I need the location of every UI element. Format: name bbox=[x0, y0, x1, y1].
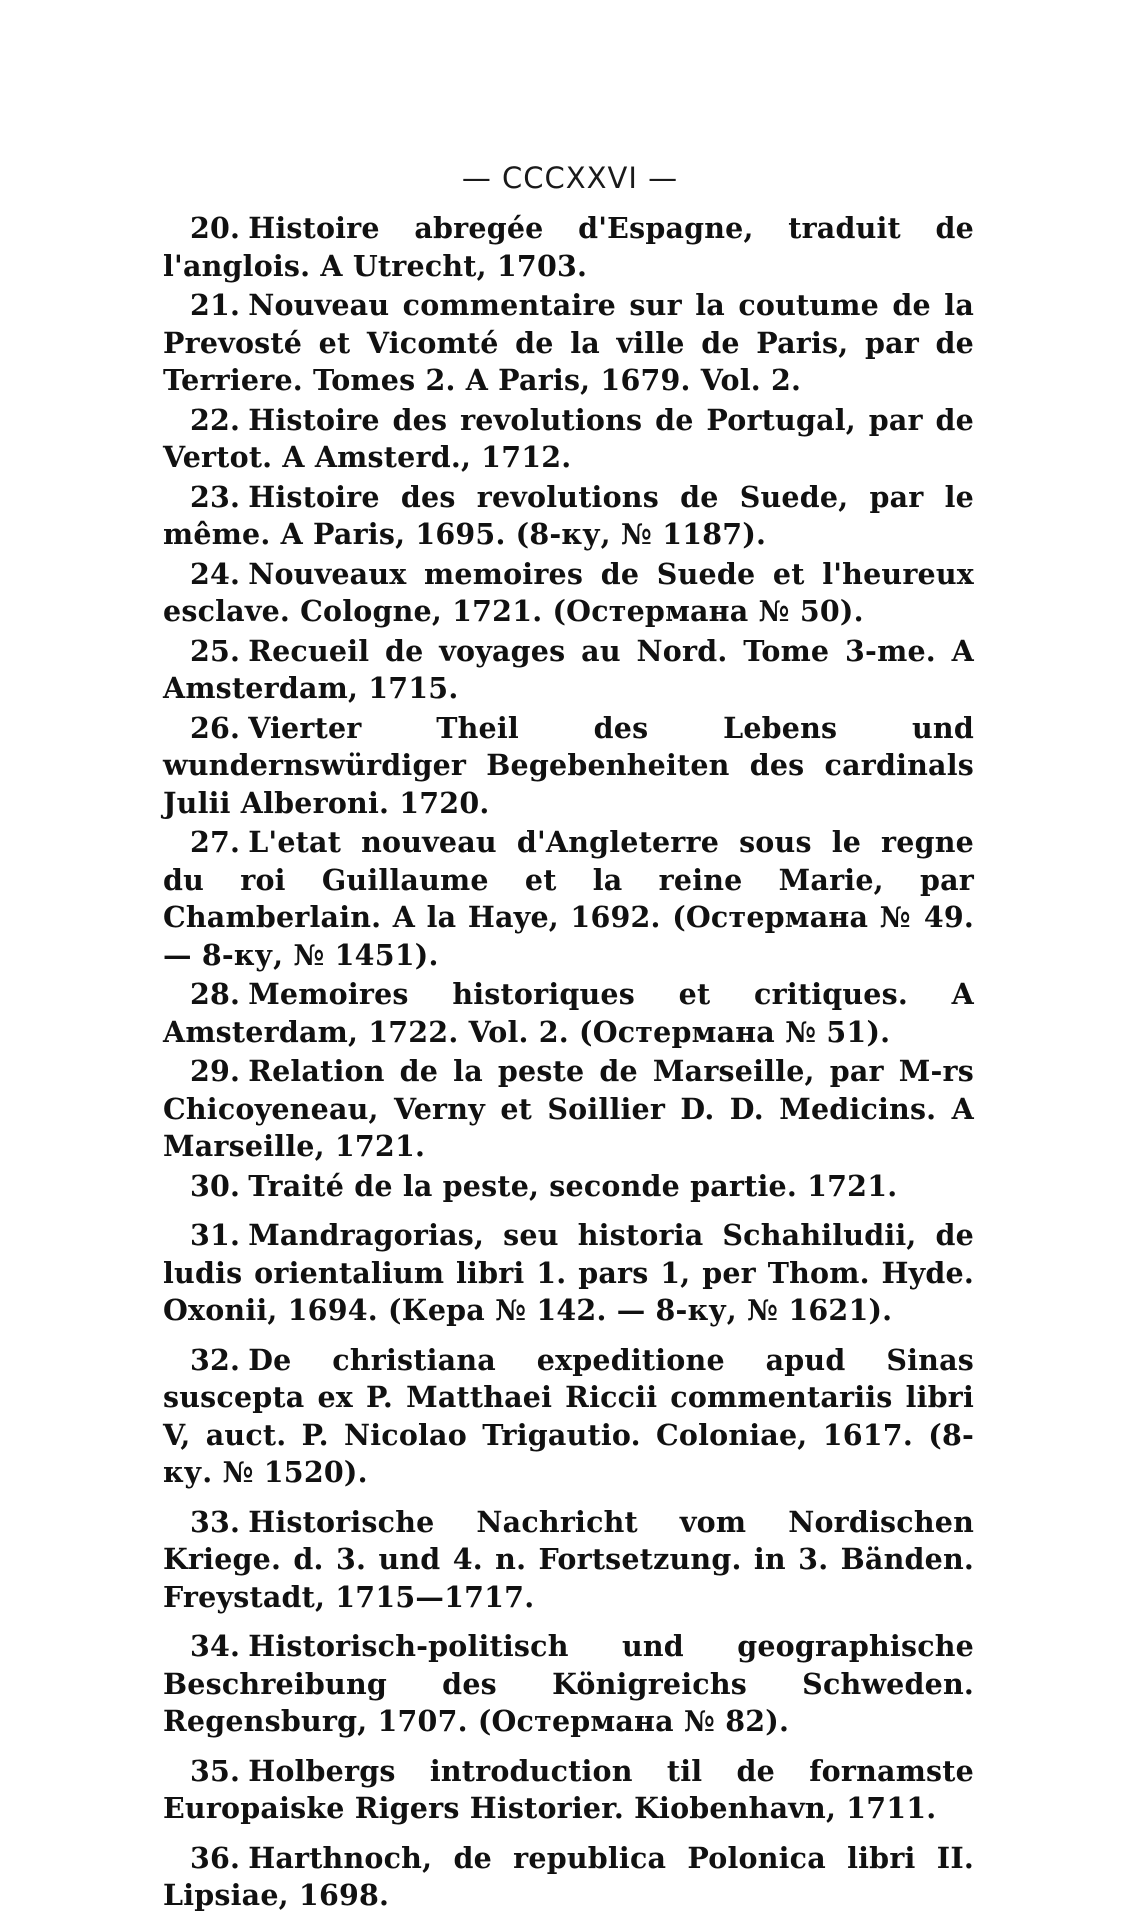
entry-number: 34. bbox=[190, 1629, 241, 1663]
entry-text: Histoire abregée d'Espagne, traduit de l'anglois. A Utrecht, 1703. bbox=[163, 211, 974, 283]
entry-number: 27. bbox=[190, 825, 241, 859]
bibliography-entry bbox=[163, 556, 974, 631]
bibliography-entry bbox=[163, 1053, 974, 1166]
entry-number: 33. bbox=[190, 1504, 241, 1539]
entry-text: Nouveaux memoires de Suede et l'heureux esclave. Cologne, 1721. (Остермана № 50). bbox=[163, 556, 974, 628]
entry-text: Vierter Theil des Lebens und wundernswürdiger Begebenheiten des cardinals Julii Alberoni. 1720. bbox=[163, 710, 974, 820]
page-header: — CCCXXVI — bbox=[461, 161, 679, 195]
entry-text: Memoires historiques et critiques. A Amsterdam, 1722. Vol. 2. (Остермана № 51). bbox=[163, 977, 974, 1049]
bibliography-entry bbox=[163, 1628, 974, 1741]
entry-number: 25. bbox=[190, 633, 241, 668]
bibliography-entry bbox=[163, 710, 974, 823]
entry-text: L'etat nouveau d'Angleterre sous le regne du roi Guillaume et la reine Marie, par Chamberlain. A la Haye, 1692. (Остермана № 49. — 8-ку, № 1451). bbox=[163, 825, 974, 972]
bibliography-entry bbox=[163, 1504, 974, 1617]
bibliography-entry bbox=[163, 1342, 974, 1492]
bibliography-entry bbox=[163, 824, 974, 974]
entry-number: 24. bbox=[190, 556, 241, 591]
bibliography-entry bbox=[163, 287, 974, 400]
entry-text: Harthnoch, de republica Polonica libri II. Lipsiae, 1698. bbox=[163, 1840, 974, 1912]
entry-text: Traité de la peste, seconde partie. 1721. bbox=[248, 1168, 898, 1203]
bibliography-list bbox=[163, 210, 974, 1917]
entry-text: Historisch-politisch und geographische Beschreibung des Königreichs Schweden. Regensburg, 1707. (Остермана № 82). bbox=[163, 1629, 974, 1738]
bibliography-entry bbox=[163, 1168, 974, 1206]
bibliography-entry bbox=[163, 402, 974, 477]
bibliography-entry bbox=[163, 1753, 974, 1828]
bibliography-entry bbox=[163, 1840, 974, 1915]
entry-number: 21. bbox=[190, 288, 241, 322]
entry-text: Histoire des revolutions de Portugal, par de Vertot. A Amsterd., 1712. bbox=[163, 402, 974, 474]
entry-text: Holbergs introduction til de fornamste Europaiske Rigers Historier. Kiobenhavn, 1711. bbox=[163, 1753, 974, 1825]
entry-text: Nouveau commentaire sur la coutume de la Prevosté et Vicomté de la ville de Paris, par de Terriere. Tomes 2. A Paris, 1679. Vol. 2. bbox=[163, 288, 974, 397]
entry-number: 28. bbox=[190, 977, 241, 1011]
entry-number: 29. bbox=[190, 1054, 241, 1088]
bibliography-entry bbox=[163, 976, 974, 1051]
entry-number: 31. bbox=[190, 1218, 241, 1252]
entry-text: Recueil de voyages au Nord. Tome 3-me. A Amsterdam, 1715. bbox=[163, 633, 974, 705]
entry-number: 22. bbox=[190, 402, 241, 437]
entry-number: 32. bbox=[190, 1342, 241, 1377]
entry-text: Historische Nachricht vom Nordischen Kriege. d. 3. und 4. n. Fortsetzung. in 3. Bänden. Freystadt, 1715—1717. bbox=[163, 1504, 974, 1614]
entry-number: 30. bbox=[190, 1168, 241, 1203]
entry-text: Relation de la peste de Marseille, par M-rs Chicoyeneau, Verny et Soillier D. D. Medicins. A Marseille, 1721. bbox=[163, 1054, 974, 1163]
entry-text: De christiana expeditione apud Sinas suscepta ex P. Matthaei Riccii commentariis libri V, auct. P. Nicolao Trigautio. Coloniae, 1617. (8-ку. № 1520). bbox=[163, 1342, 974, 1489]
bibliography-entry bbox=[163, 1217, 974, 1330]
entry-number: 26. bbox=[190, 710, 241, 745]
entry-text: Mandragorias, seu historia Schahiludii, de ludis orientalium libri 1. pars 1, per Thom. Hyde. Oxonii, 1694. (Кера № 142. — 8-ку, № 1621). bbox=[163, 1218, 974, 1327]
bibliography-entry bbox=[163, 633, 974, 708]
bibliography-entry bbox=[163, 479, 974, 554]
entry-number: 23. bbox=[190, 479, 241, 514]
bibliography-entry bbox=[163, 210, 974, 285]
entry-number: 36. bbox=[190, 1840, 241, 1875]
entry-number: 20. bbox=[190, 211, 241, 245]
entry-text: Histoire des revolutions de Suede, par le même. A Paris, 1695. (8-ку, № 1187). bbox=[163, 479, 974, 551]
entry-number: 35. bbox=[190, 1753, 241, 1788]
